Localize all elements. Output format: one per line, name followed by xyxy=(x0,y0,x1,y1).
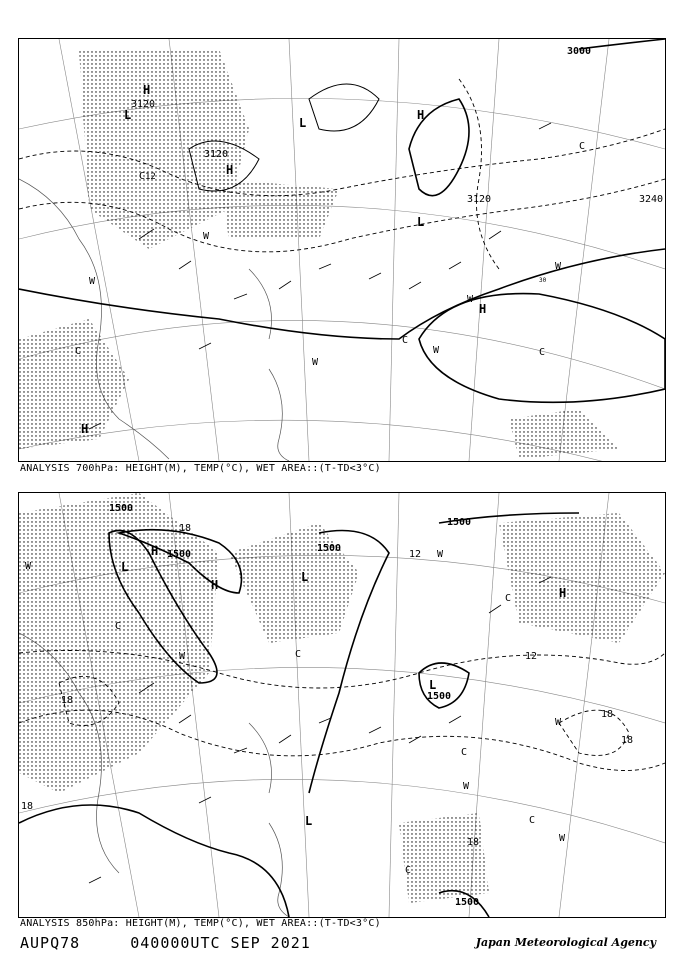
cold-mark: C xyxy=(402,335,409,346)
height-label: 1500 xyxy=(455,897,480,908)
caption-700hpa: ANALYSIS 700hPa: HEIGHT(M), TEMP(°C), WET AREA::(T-TD<3°C) xyxy=(20,463,381,474)
high-center: H xyxy=(81,422,89,436)
cold-mark: C xyxy=(139,171,146,182)
warm-mark: W xyxy=(25,561,32,572)
high-center: H xyxy=(211,578,219,592)
cold-mark: C xyxy=(405,865,412,876)
warm-mark: W xyxy=(467,294,474,305)
height-label: 3120 xyxy=(467,194,492,205)
chart-id-and-valid-time xyxy=(20,934,311,952)
height-label: 3120 xyxy=(204,149,229,160)
isotherm-label: 18 xyxy=(179,523,192,534)
map-panel-850hpa xyxy=(18,492,666,918)
cold-mark: C xyxy=(461,747,468,758)
isotherm-label: 30 xyxy=(539,277,547,284)
cold-mark: C xyxy=(295,649,302,660)
isotherm-label: 12 xyxy=(409,549,422,560)
low-center: L xyxy=(301,570,309,584)
cold-mark: C xyxy=(115,621,122,632)
high-center: H xyxy=(479,302,487,316)
height-label: 1500 xyxy=(317,543,342,554)
height-label: 1500 xyxy=(167,549,192,560)
wet-areas xyxy=(19,49,619,459)
high-center: H xyxy=(226,163,234,177)
low-center: L xyxy=(305,814,313,828)
high-center: H xyxy=(559,586,567,600)
isotherm-label: 12 xyxy=(145,172,156,182)
warm-mark: W xyxy=(559,833,566,844)
high-center: H xyxy=(151,544,159,558)
height-label: 3240 xyxy=(639,194,664,205)
chart-id: AUPQ78 xyxy=(20,934,81,952)
map-700hpa xyxy=(19,39,665,461)
isotherm-label: 12 xyxy=(525,651,538,662)
cold-mark: C xyxy=(505,593,512,604)
isotherm-label: 18 xyxy=(61,695,74,706)
map-panel-700hpa xyxy=(18,38,666,462)
warm-mark: W xyxy=(89,276,96,287)
low-center: L xyxy=(121,560,129,574)
low-center: L xyxy=(429,678,437,692)
warm-mark: W xyxy=(555,717,562,728)
height-label: 1500 xyxy=(109,503,134,514)
high-center: H xyxy=(417,108,425,122)
height-label: 1500 xyxy=(427,691,452,702)
low-center: L xyxy=(299,116,307,130)
height-label: 1500 xyxy=(447,517,472,528)
agency-credit: Japan Meteorological Agency xyxy=(475,936,656,949)
height-label: 3120 xyxy=(131,99,156,110)
low-center: L xyxy=(124,108,132,122)
warm-mark: W xyxy=(555,261,562,272)
isotherm-label: 18 xyxy=(621,735,634,746)
isotherm-label: 18 xyxy=(21,801,34,812)
warm-mark: W xyxy=(433,345,440,356)
warm-mark: W xyxy=(437,549,444,560)
warm-mark: W xyxy=(203,231,210,242)
caption-850hpa: ANALYSIS 850hPa: HEIGHT(M), TEMP(°C), WET AREA::(T-TD<3°C) xyxy=(20,918,381,929)
low-center: L xyxy=(417,215,425,229)
cold-mark: C xyxy=(539,347,546,358)
cold-mark: C xyxy=(529,815,536,826)
isotherm-label: 18 xyxy=(467,837,480,848)
warm-mark: W xyxy=(179,651,186,662)
warm-mark: W xyxy=(312,357,319,368)
isotherm-label: 18 xyxy=(601,709,614,720)
cold-mark: C xyxy=(75,346,82,357)
cold-mark: C xyxy=(579,141,586,152)
map-850hpa xyxy=(19,493,665,917)
warm-mark: W xyxy=(463,781,470,792)
high-center: H xyxy=(143,83,151,97)
height-label: 3000 xyxy=(567,46,592,57)
valid-time: 040000UTC SEP 2021 xyxy=(130,934,311,952)
